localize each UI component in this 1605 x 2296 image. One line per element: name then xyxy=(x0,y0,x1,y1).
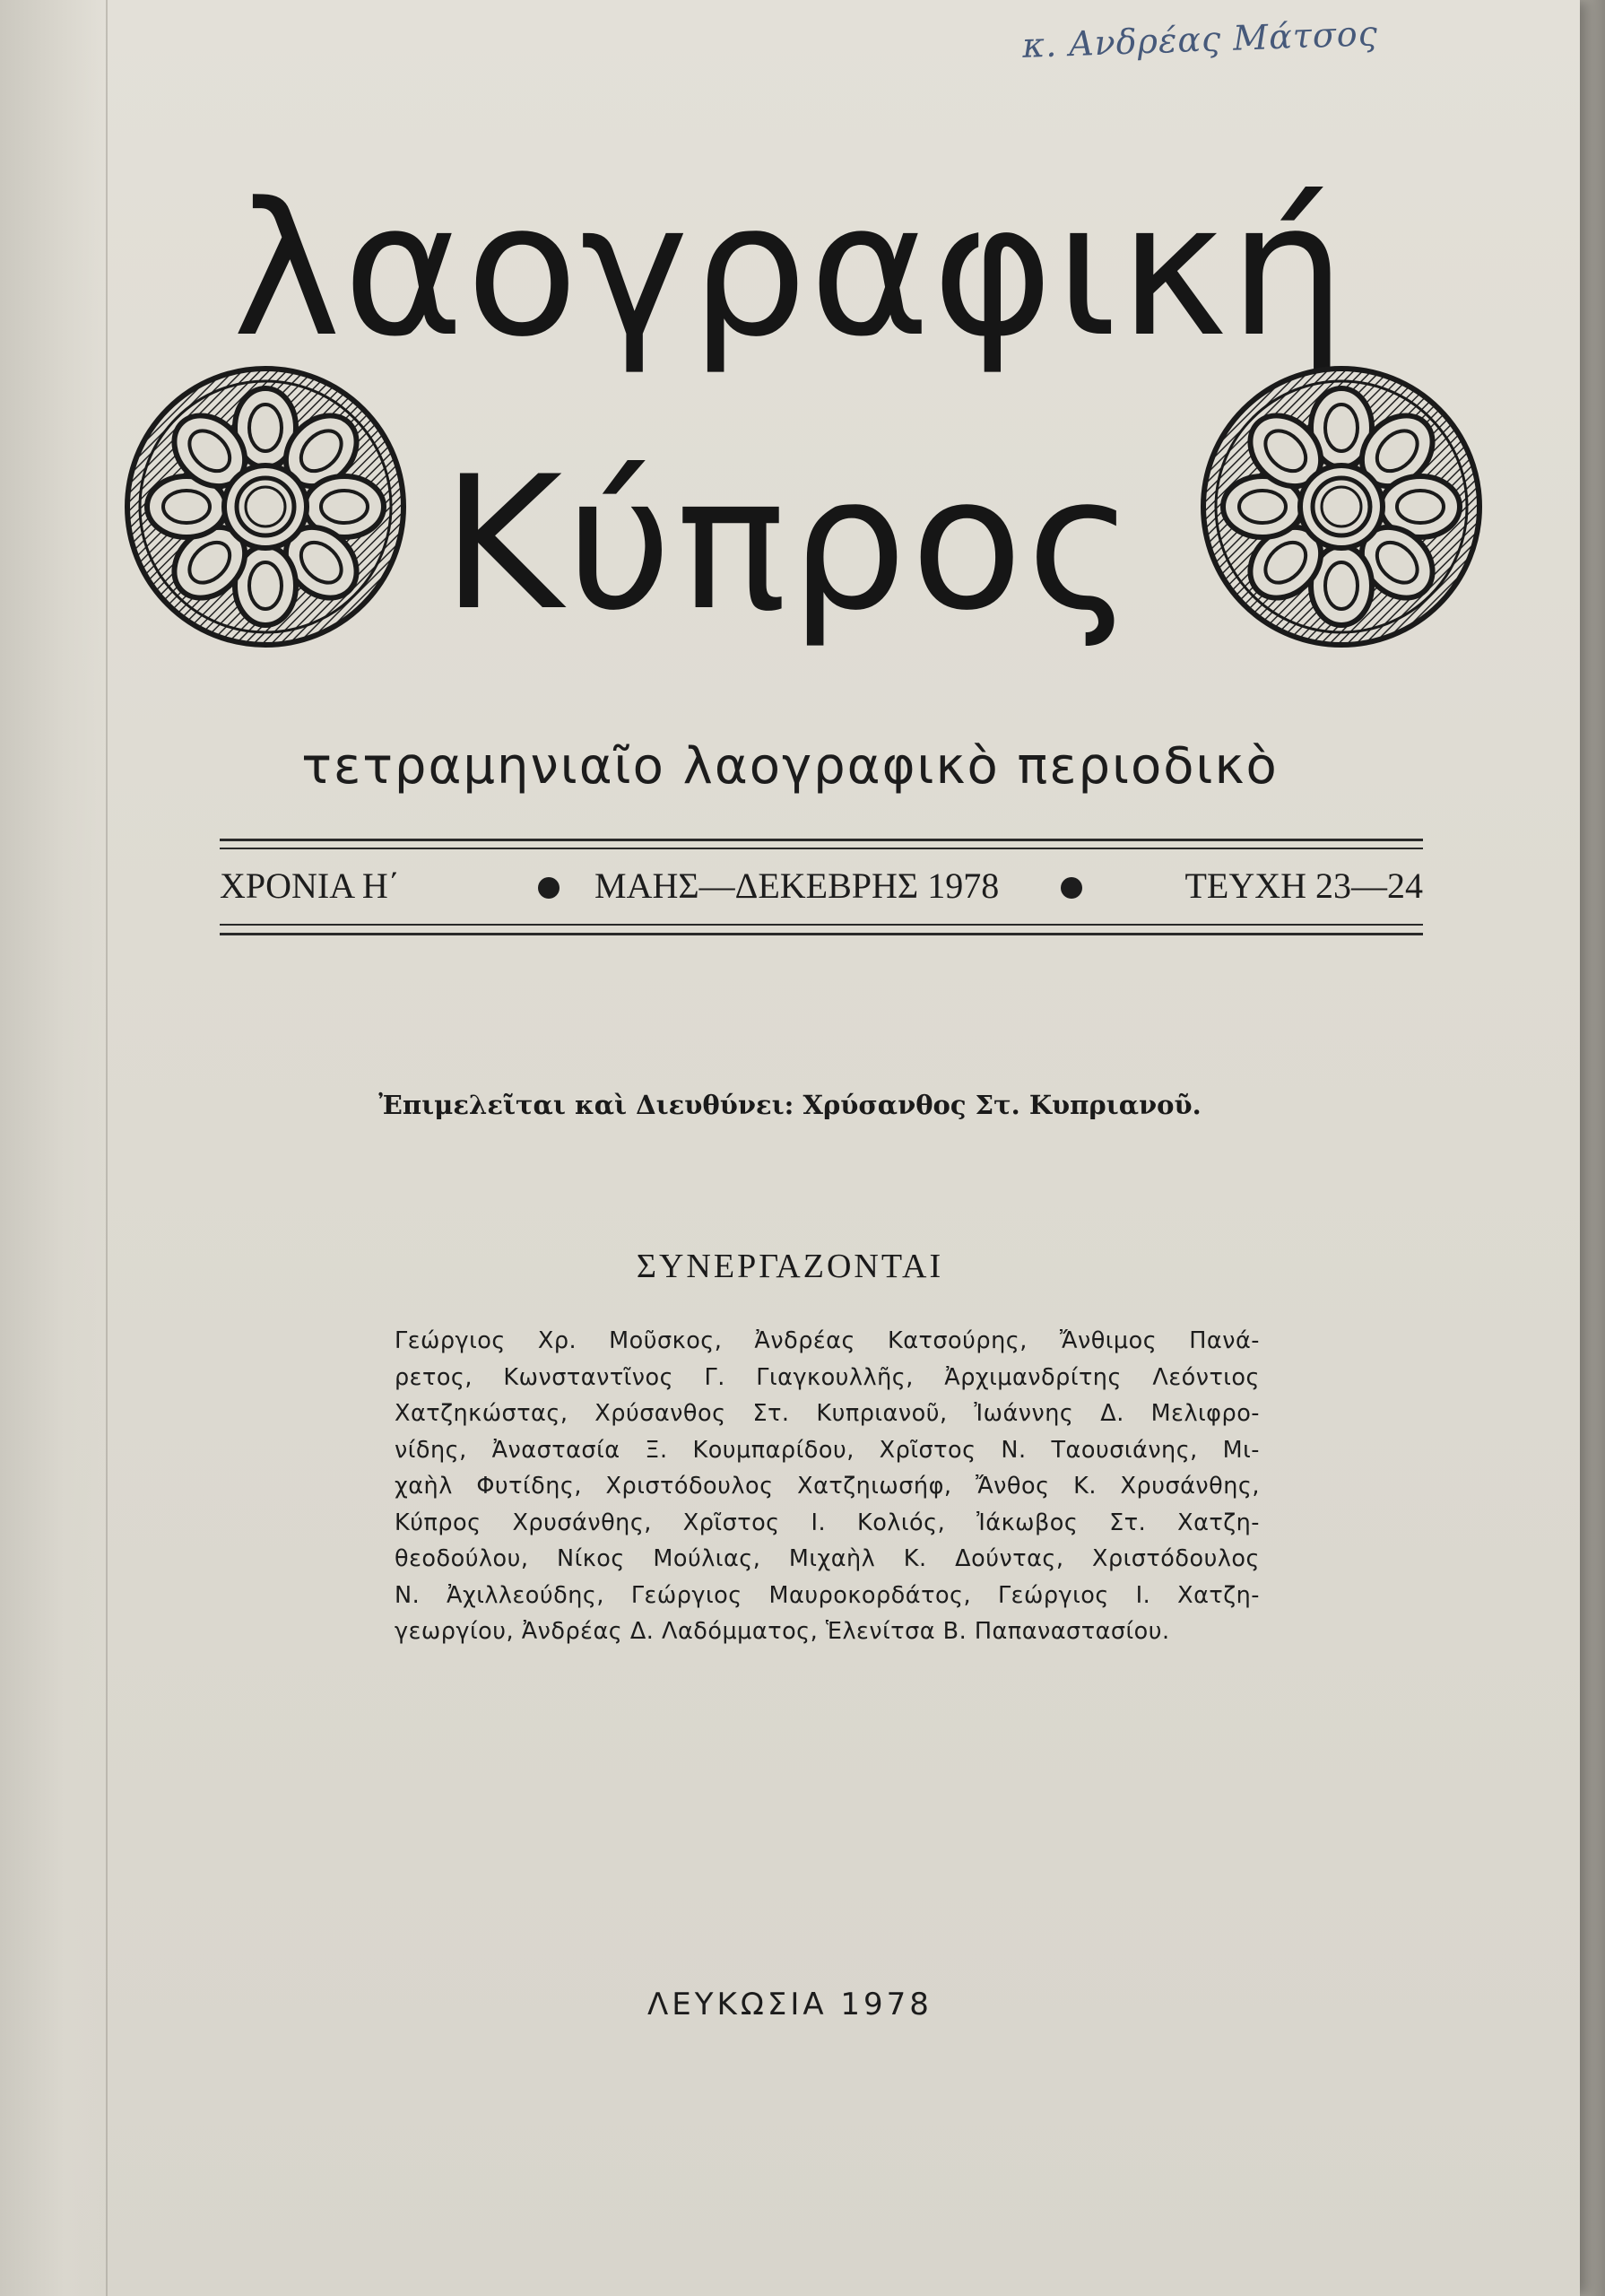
contributor-line: νίδης, Ἀναστασία Ξ. Κουμπαρίδου, Χρῖστος Ν. Ταουσιάνης, Μι- xyxy=(395,1436,1260,1464)
issue-numbers: ΤΕΥΧΗ 23—24 xyxy=(1184,865,1423,906)
bullet-dot-left xyxy=(538,877,560,899)
contributors-list xyxy=(395,1323,1260,1650)
top-rule-outer xyxy=(220,839,1423,841)
issue-info-bar xyxy=(220,859,1423,913)
editor-line: Ἐπιμελεῖται καὶ Διευθύνει: Χρύσανθος Στ. Κυπριανοῦ. xyxy=(378,1090,1202,1120)
title-line-2: Κύπρος xyxy=(441,438,1139,651)
rosette-right-ornament xyxy=(1198,363,1485,650)
bottom-rule-outer xyxy=(220,933,1423,935)
contributor-line: Γεώργιος Χρ. Μοῦσκος, Ἀνδρέας Κατσούρης, Ἄνθιμος Πανά- xyxy=(395,1327,1260,1354)
contributor-line: χαὴλ Φυτίδης, Χριστόδουλος Χατζηιωσήφ, Ἄνθος Κ. Χρυσάνθης, xyxy=(395,1473,1260,1500)
contributor-line: Χατζηκώστας, Χρύσανθος Στ. Κυπριανοῦ, Ἰωάννης Δ. Μελιφρο- xyxy=(395,1400,1260,1427)
contributor-line: ρετος, Κωνσταντῖνος Γ. Γιαγκουλλῆς, Ἀρχιμανδρίτης Λεόντιος xyxy=(395,1363,1260,1391)
issue-year: ΧΡΟΝΙΑ Η΄ xyxy=(220,865,401,906)
rosette-left-ornament xyxy=(122,363,409,650)
bottom-rule-inner xyxy=(220,924,1423,926)
contributors-heading: ΣΥΝΕΡΓΑΖΟΝΤΑΙ xyxy=(636,1248,944,1285)
contributor-line: γεωργίου, Ἀνδρέας Δ. Λαδόμματος, Ἑλενίτσα Β. Παπαναστασίου. xyxy=(395,1618,1170,1645)
issue-period: ΜΑΗΣ—ΔΕΚΕΒΡΗΣ 1978 xyxy=(594,865,1000,906)
contributor-line: Κύπρος Χρυσάνθης, Χρῖστος Ι. Κολιός, Ἰάκωβος Στ. Χατζη- xyxy=(395,1509,1260,1536)
title-line-1: λαογραφική xyxy=(232,164,1348,378)
top-rule-inner xyxy=(220,848,1423,849)
subtitle: τετραμηνιαῖο λαογραφικὸ περιοδικὸ xyxy=(301,737,1279,796)
bullet-dot-right xyxy=(1061,877,1082,899)
contributor-line: Ν. Ἀχιλλεούδης, Γεώργιος Μαυροκορδάτος, Γεώργιος Ι. Χατζη- xyxy=(395,1581,1260,1609)
handwritten-note: κ. Ανδρέας Μάτσος xyxy=(1021,13,1379,65)
imprint-place-year: ΛΕΥΚΩΣΙΑ 1978 xyxy=(647,1987,933,2022)
contributor-line: θεοδούλου, Νίκος Μούλιας, Μιχαὴλ Κ. Δούντας, Χριστόδουλος xyxy=(395,1545,1260,1572)
